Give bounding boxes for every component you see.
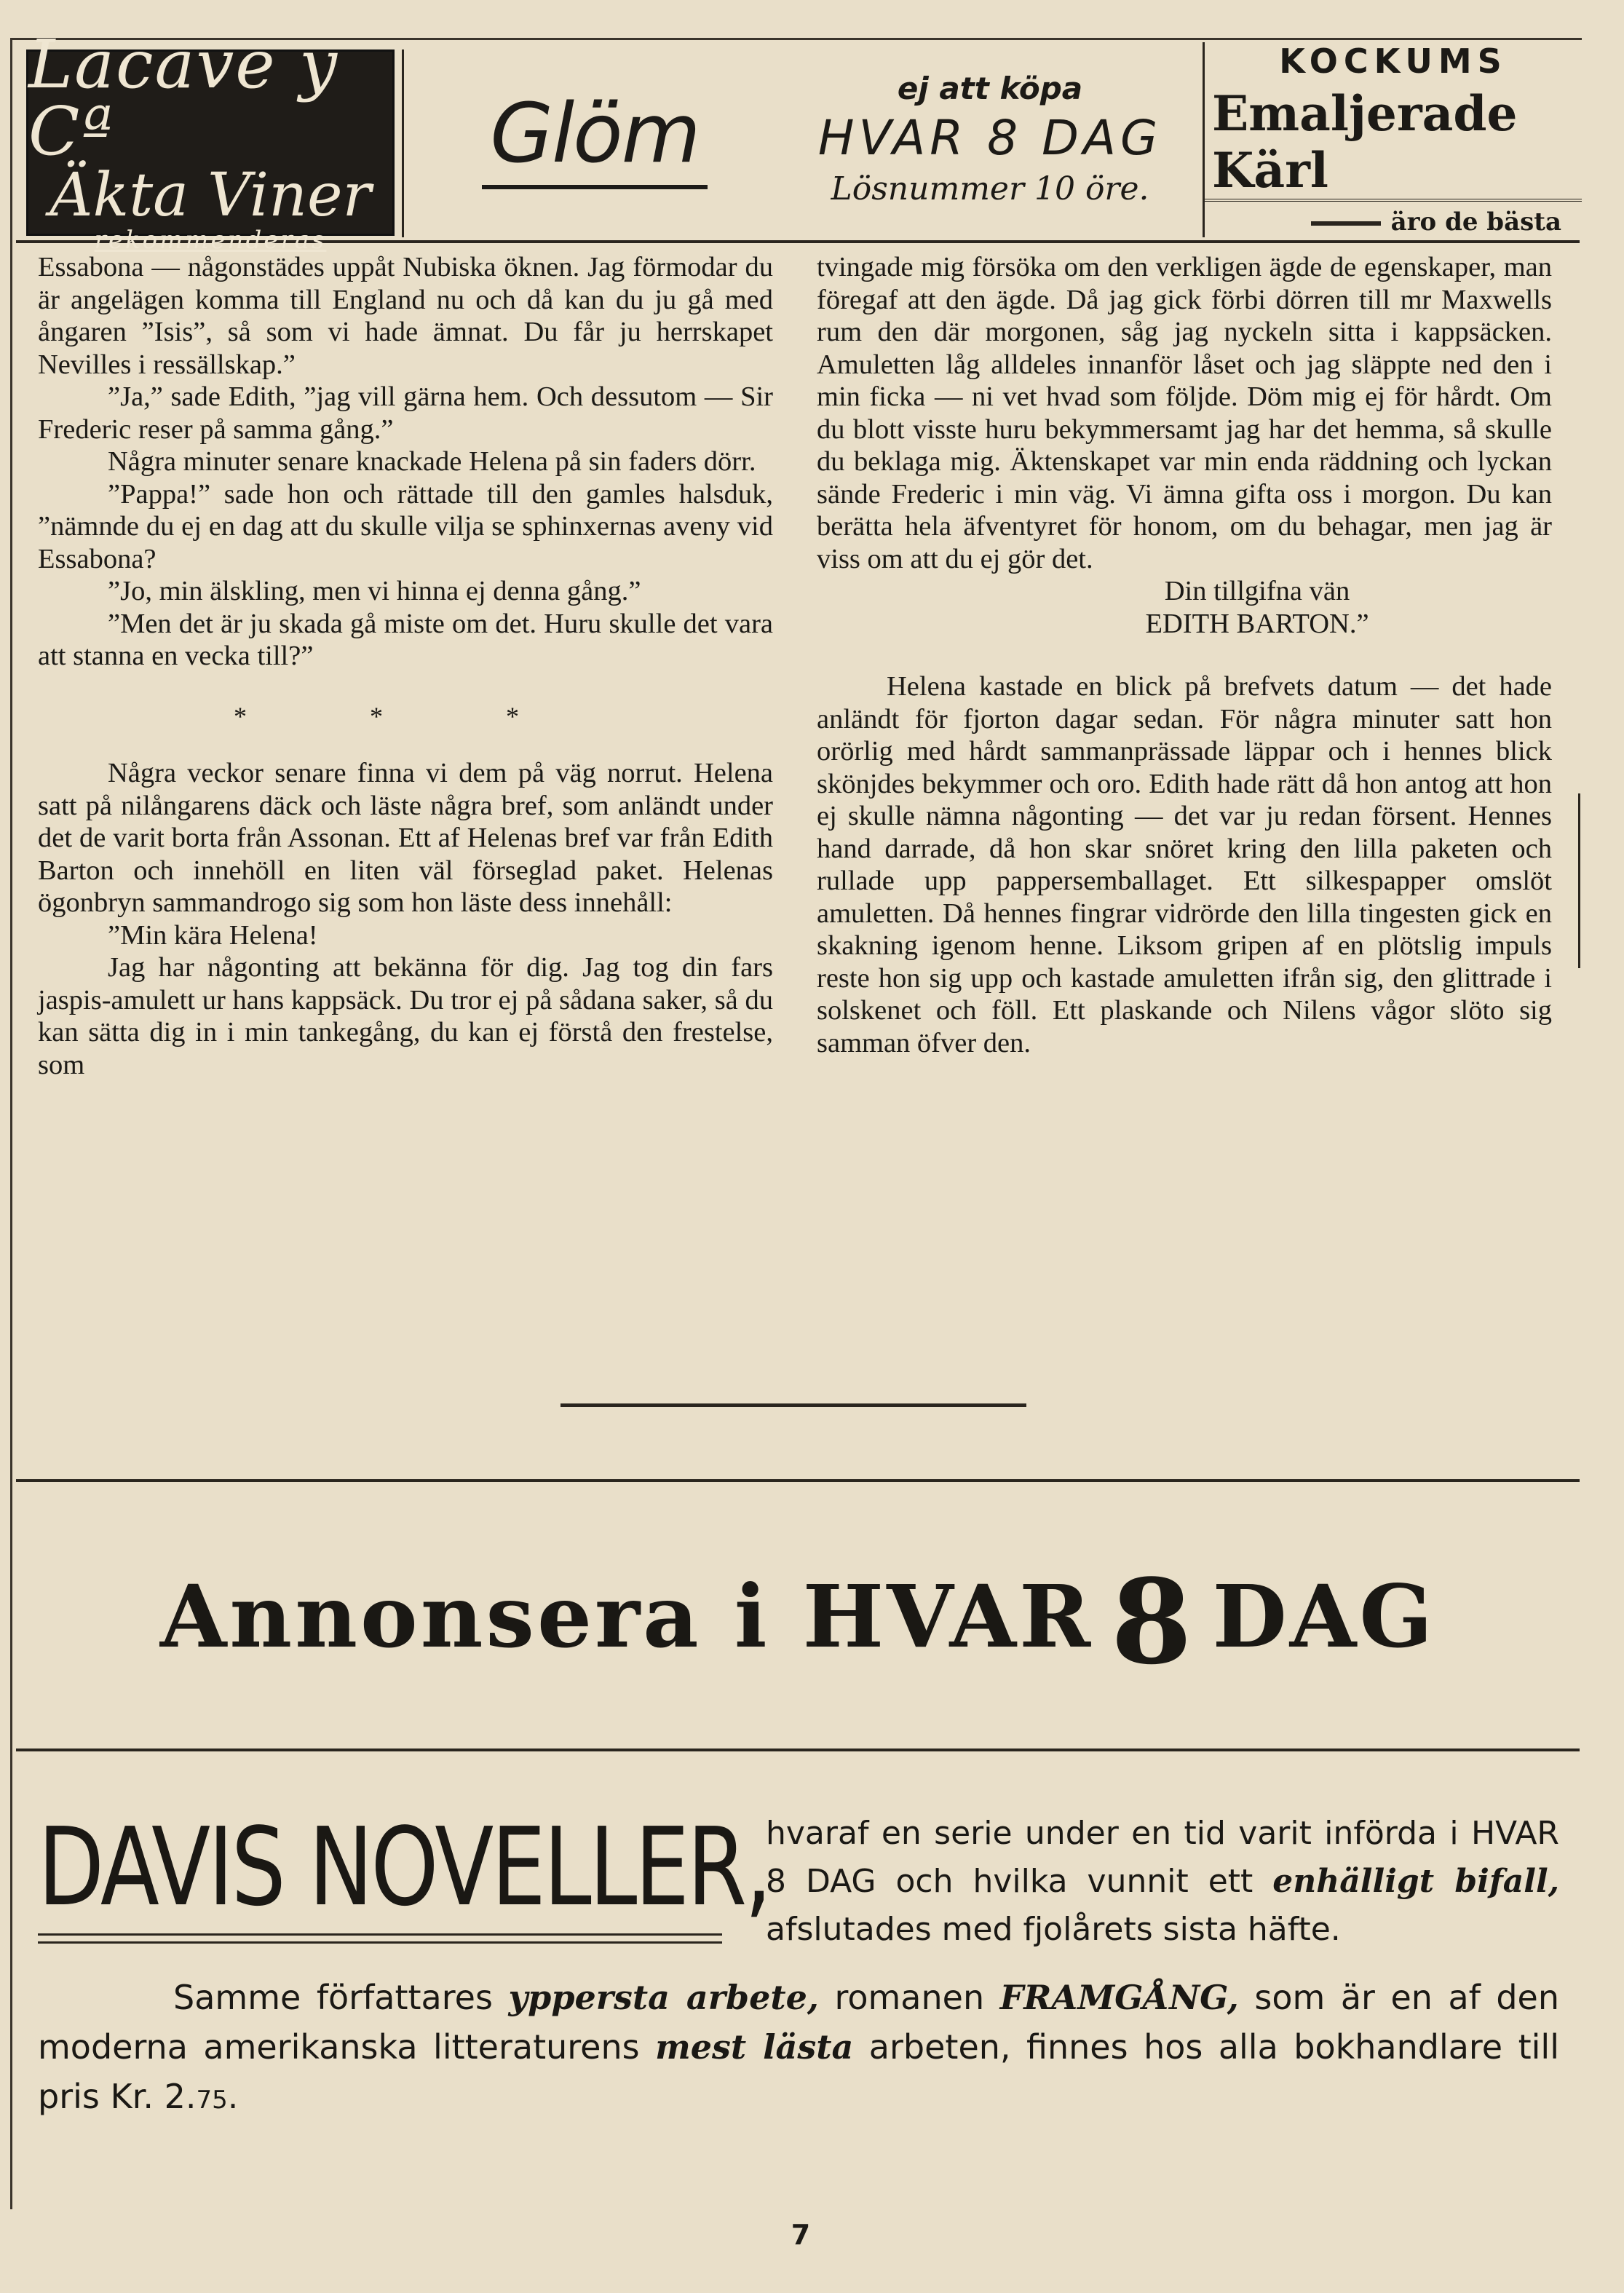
lacave-brand: Lacave y Cª	[28, 25, 338, 170]
column-edge-rule	[1578, 793, 1580, 968]
davis-body-text	[38, 1973, 1559, 2125]
glom-underline	[482, 185, 708, 189]
hvar8dag-line2: HVAR 8 DAG	[817, 110, 1162, 166]
paragraph: Några minuter senare knackade Helena på sin faders dörr.	[108, 446, 756, 477]
hvar8dag-price: Lösnummer 10 öre.	[831, 170, 1149, 207]
annonsera-bottom-rule	[16, 1749, 1580, 1751]
letter-closing: Din tillgifna vän	[1164, 576, 1350, 606]
hvar8dag-line1: ej att köpa	[897, 71, 1083, 106]
davis-body-part: Samme författares	[173, 1978, 509, 2017]
letter-salutation: ”Min kära Helena!	[108, 919, 318, 951]
glom-ad	[413, 42, 777, 237]
section-break-asterisks: * * *	[234, 701, 577, 731]
page-number: 7	[791, 2219, 811, 2251]
header-ad-strip	[16, 25, 1580, 255]
davis-body-end: .	[227, 2077, 239, 2116]
davis-body-emphasis: yppersta arbete,	[508, 1978, 819, 2017]
annonsera-ad	[16, 1485, 1580, 1747]
davis-title: DAVIS NOVELLER,	[38, 1805, 770, 1930]
letter-signature: EDITH BARTON.”	[1145, 608, 1369, 639]
hvar8dag-ad	[786, 42, 1194, 237]
annonsera-top-rule	[16, 1479, 1580, 1482]
section-divider	[561, 1403, 1026, 1407]
kockums-brand: KOCKUMS	[1279, 41, 1508, 81]
kockums-ad	[1203, 42, 1582, 237]
davis-novel-title: FRAMGÅNG,	[999, 1978, 1239, 2017]
davis-double-rule	[38, 1933, 722, 1944]
kockums-slogan: äro de bästa	[1311, 202, 1561, 242]
kockums-product: Emaljerade Kärl	[1205, 85, 1582, 202]
paragraph: ”Men det är ju skada gå miste om det. Huru skulle det vara att stanna en vecka till?”	[38, 608, 773, 671]
paragraph: ”Pappa!” sade hon och rättade till den gamles halsduk, ”nämnde du ej en dag att du skulle vilja se sphinxernas aveny vid Essabona?	[38, 478, 773, 574]
annonsera-dag: DAG	[1212, 1565, 1436, 1667]
glom-word: Glöm	[490, 87, 700, 181]
story-columns	[38, 251, 1552, 1285]
paragraph: Helena kastade en blick på brefvets datum — det hade anländt för fjorton dagar sedan. För några minuter satt hon orörlig med hårdt sammanprässade läppar och i hennes blick skönjdes bekymmer och oro. Edith hade rätt då hon antog att hon ej skulle nämna någonting — det var ju redan försent. Hennes hand darrade, då hon skar snöret kring den lilla paketen och rullade upp pappersemballaget. Ett silkespapper omslöt amuletten. Då hennes fingrar vidrörde den lilla tingesten gick en skakning igenom henne. Liksom gripen af en plötslig impuls reste hon sig upp och kastade amuletten ifrån sig, den glittrade i solskenet och föll. Ett plaskande och Nilens vågor slöto sig samman öfver den.	[817, 671, 1552, 1058]
davis-body-part: som är en af den moderna amerikanska litteraturens	[38, 1978, 1560, 2067]
paragraph: tvingade mig försöka om den verkligen ägde de egenskaper, man föregaf att den ägde. Då jag gick förbi dörren till mr Maxwells rum den där morgonen, såg jag nyckeln sitta i kappsäcken. Amuletten låg alldeles innanför låset och jag släppte ned den i min ficka — ni vet hvad som följde. Döm mig ej för hårdt. Om du blott visste huru bekymmersamt jag har det hemma, så skulle du beklaga mig. Äktenskapet var min enda räddning och lyckan sände Frederic i min väg. Vi ämna gifta oss i morgon. Du kan berätta hela äfventyret för honom, om du behagar, men jag är viss om att du ej gör det.	[817, 252, 1552, 574]
story-right-column	[817, 251, 1552, 1059]
davis-body-part: arbeten, finnes hos alla bokhandlare till pris Kr. 2.	[38, 2027, 1559, 2116]
annonsera-eight: 8	[1111, 1553, 1195, 1690]
story-left-column	[38, 251, 773, 1081]
annonsera-text: Annonsera i HVAR	[159, 1565, 1094, 1667]
davis-side-part: afslutades med fjolårets sista häfte.	[766, 1911, 1341, 1948]
davis-side-text	[766, 1810, 1559, 1954]
davis-side-part: hvaraf en serie under en tid varit införda i HVAR 8 DAG och hvilka vunnit ett	[766, 1815, 1559, 1900]
lacave-recommend: rekommenderas	[94, 226, 327, 255]
paragraph: ”Ja,” sade Edith, ”jag vill gärna hem. Och dessutom — Sir Frederic reser på samma gång.”	[38, 381, 773, 445]
davis-body-part: romanen	[818, 1978, 1000, 2017]
paragraph: ”Jo, min älskling, men vi hinna ej denna gång.”	[108, 576, 641, 606]
paragraph: Essabona — någonstädes uppåt Nubiska öknen. Jag förmodar du är angelägen komma till England nu och då kan du ju gå med ångaren ”Isis”, så som vi hade ämnat. Du får ju herrskapet Nevilles i ressällskap.”	[38, 252, 773, 380]
header-divider	[402, 49, 404, 237]
davis-side-emphasis: enhälligt bifall,	[1272, 1863, 1560, 1900]
davis-price-ore: 75	[196, 2086, 228, 2115]
davis-body-emphasis: mest lästa	[655, 2027, 854, 2067]
davis-noveller-ad	[38, 1791, 1559, 2133]
lacave-tagline: Äkta Viner	[49, 161, 371, 230]
lacave-wine-ad	[26, 25, 395, 255]
paragraph: Jag har någonting att bekänna för dig. Jag tog din fars jaspis-amulett ur hans kappsäck. Du tror ej på sådana saker, så du kan sätta dig in i min tankegång, du kan ej förstå den frestelse, som	[38, 952, 773, 1080]
paragraph: Några veckor senare finna vi dem på väg norrut. Helena satt på nilångarens däck och läste några bref, som anländt under det de varit borta från Assonan. Ett af Helenas bref var från Edith Barton och innehöll en liten väl förseglad paket. Helenas ögonbryn sammandrogo sig som hon läste dess innehåll:	[38, 758, 773, 918]
